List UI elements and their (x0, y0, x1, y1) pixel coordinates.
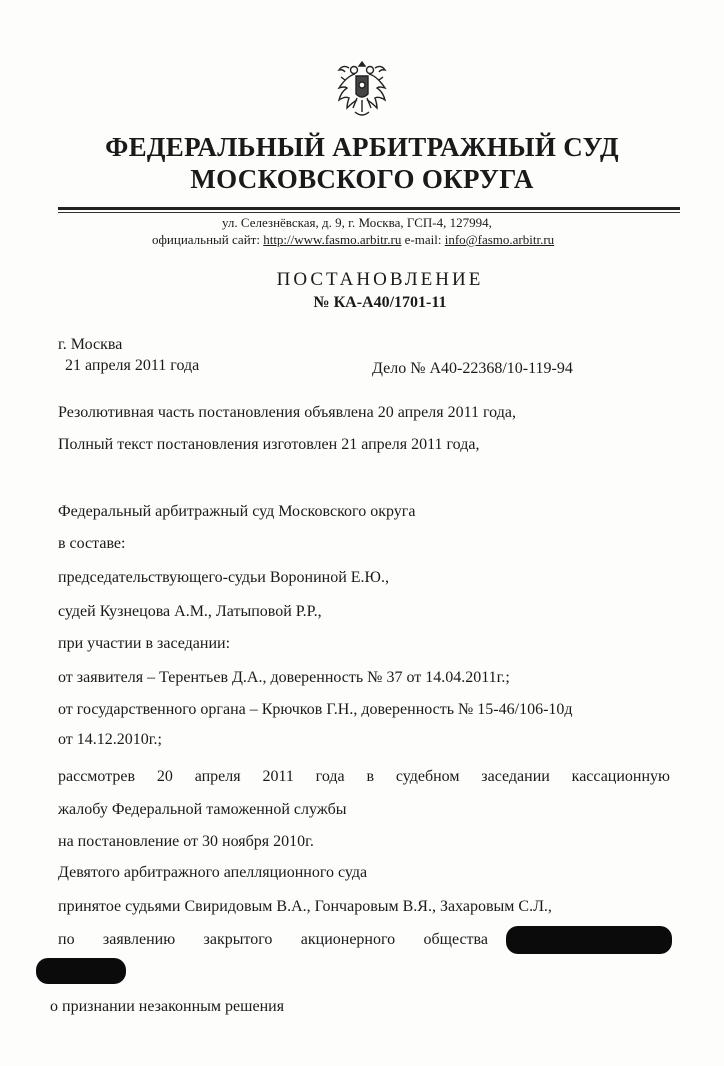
document-title: ПОСТАНОВЛЕНИЕ (276, 269, 484, 290)
city: г. Москва (58, 336, 123, 353)
court-contacts (152, 231, 554, 248)
court-name-line2: МОСКОВСКОГО ОКРУГА (190, 164, 534, 194)
agency-line-1: от государственного органа – Крючков Г.Н., доверенность № 15-46/106-10д (58, 701, 573, 718)
ninth-court-line: Девятого арбитражного апелляционного суда (58, 864, 368, 881)
court-address: ул. Селезнёвская, д. 9, г. Москва, ГСП-4, 127994, (222, 215, 492, 230)
document-date: 21 апреля 2011 года (65, 357, 200, 374)
case-number: Дело № А40-22368/10-119-94 (372, 360, 573, 377)
judges-line: судей Кузнецова А.М., Латыповой Р.Р., (58, 603, 322, 620)
header-divider-thin (58, 212, 680, 213)
site-link[interactable]: http://www.fasmo.arbitr.ru (263, 232, 402, 247)
announced-line: Резолютивная часть постановления объявлена 20 апреля 2011 года, (58, 404, 516, 421)
site-label: официальный сайт: (152, 232, 260, 247)
email-label: e-mail: (404, 232, 442, 247)
court-name-line1: ФЕДЕРАЛЬНЫЙ АРБИТРАЖНЫЙ СУД (105, 132, 619, 162)
full-text-line: Полный текст постановления изготовлен 21 апреля 2011 года, (58, 436, 480, 453)
applicant-line: от заявителя – Терентьев Д.А., доверенность № 37 от 14.04.2011г.; (58, 669, 510, 686)
double-headed-eagle-icon (335, 58, 389, 124)
redaction-mark (506, 926, 672, 954)
participation-line: при участии в заседании: (58, 635, 231, 652)
application-line: по заявлению закрытого акционерного общества (58, 931, 488, 948)
court-line: Федеральный арбитражный суд Московского округа (58, 503, 416, 520)
ruling-on-line: на постановление от 30 ноября 2010г. (58, 833, 314, 850)
header-divider (58, 207, 680, 210)
composition-line: в составе: (58, 535, 126, 552)
considered-line-1: рассмотрев 20 апреля 2011 года в судебном заседании кассационную (58, 768, 670, 785)
accepted-by-line: принятое судьями Свиридовым В.А., Гончаровым В.Я., Захаровым С.Л., (58, 898, 552, 915)
redaction-mark (36, 958, 126, 984)
recognition-line: о признании незаконным решения (50, 998, 285, 1015)
document-number: № КА-А40/1701-11 (313, 294, 447, 311)
presiding-judge-line: председательствующего-судьи Ворониной Е.Ю., (58, 569, 389, 586)
agency-line-2: от 14.12.2010г.; (58, 731, 162, 748)
considered-line-2: жалобу Федеральной таможенной службы (58, 801, 347, 818)
email-link[interactable]: info@fasmo.arbitr.ru (444, 232, 555, 247)
